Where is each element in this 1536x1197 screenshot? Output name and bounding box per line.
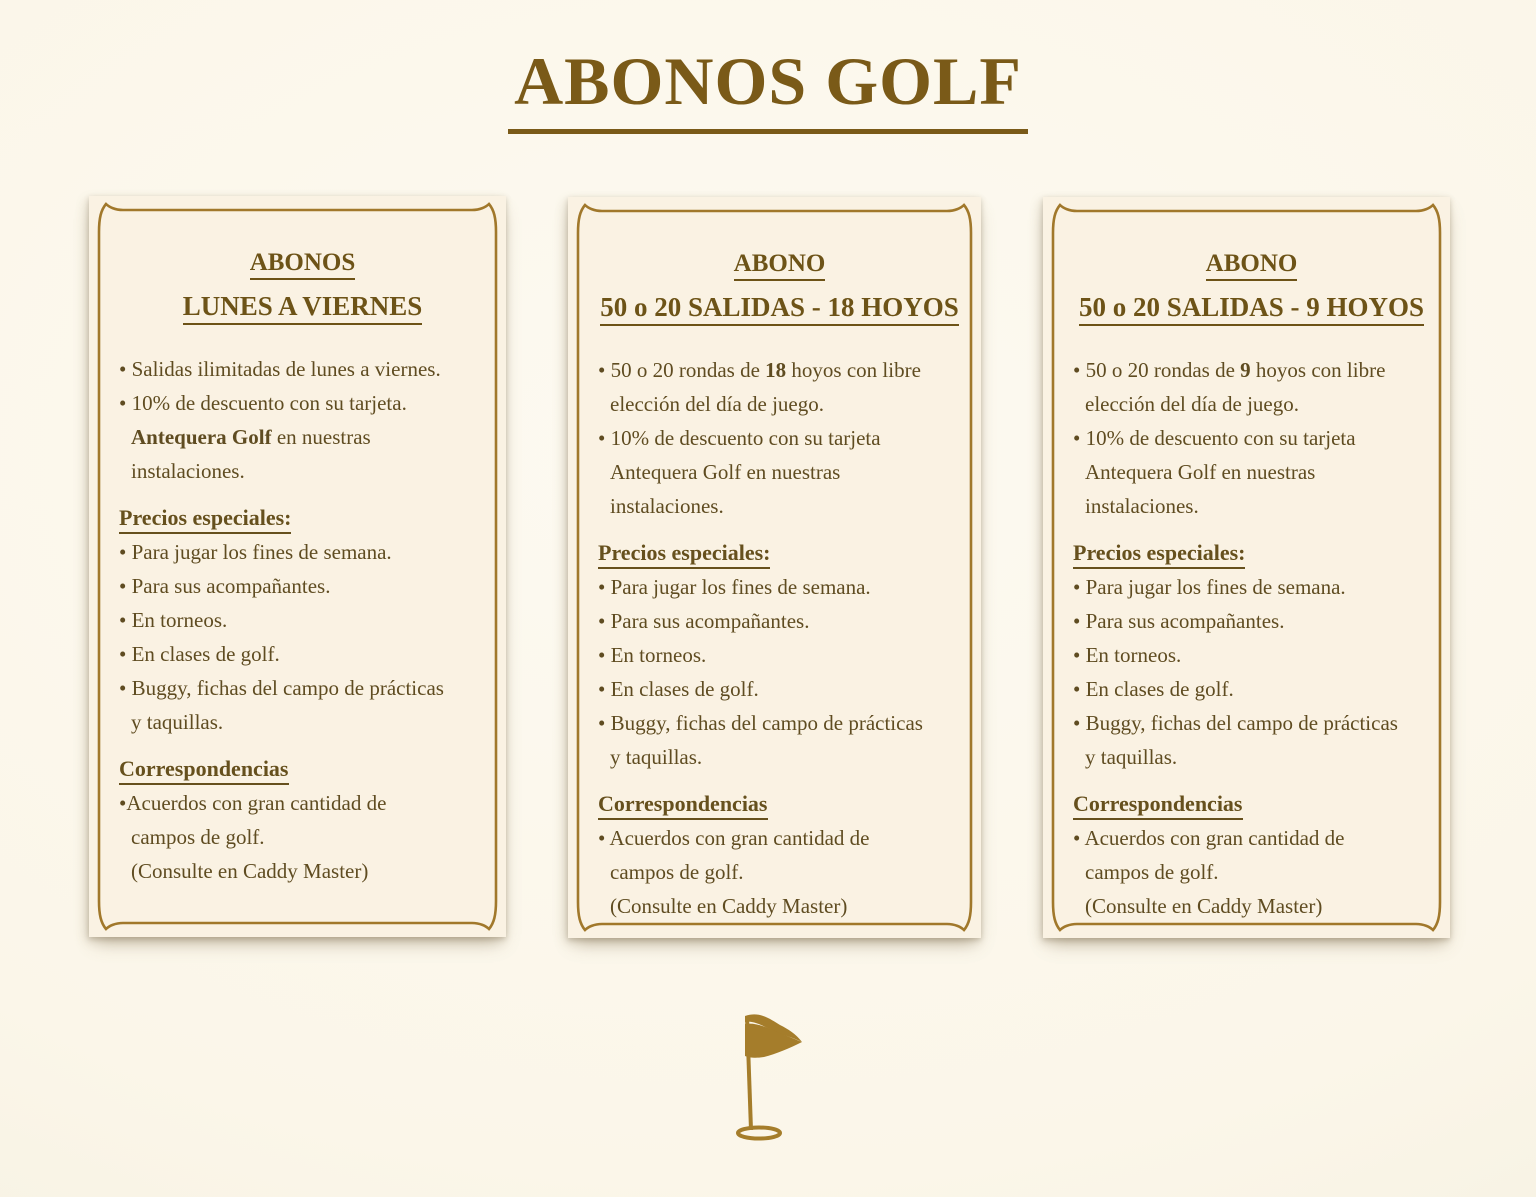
text-line: • Buggy, fichas del campo de prácticas xyxy=(119,676,444,700)
text-line: • Para jugar los fines de semana. xyxy=(598,575,871,599)
bold-text-segment: 9 xyxy=(1240,358,1251,382)
text-line: • En clases de golf. xyxy=(598,677,759,701)
section-precios-especiales xyxy=(1073,536,1430,774)
page-title-wrap xyxy=(0,43,1536,134)
text-line: Antequera Golf en nuestras xyxy=(1085,460,1316,484)
text-line xyxy=(119,420,486,454)
section-title-text: Precios especiales: xyxy=(1073,540,1245,569)
text-line: elección del día de juego. xyxy=(1085,392,1299,416)
section-intro xyxy=(119,352,486,488)
section-title xyxy=(598,787,961,821)
text-line: • 10% de descuento con su tarjeta xyxy=(1073,426,1356,450)
text-line: campos de golf. xyxy=(131,825,265,849)
text-line xyxy=(1073,353,1430,387)
section-title xyxy=(119,752,486,786)
card-heading-text: ABONO xyxy=(734,250,826,281)
card-heading-text: 50 o 20 SALIDAS - 9 HOYOS xyxy=(1079,292,1424,326)
section-title xyxy=(1073,787,1430,821)
text-line: • Acuerdos con gran cantidad de xyxy=(598,826,870,850)
section-title-text: Precios especiales: xyxy=(598,540,770,569)
card-heading-line-2 xyxy=(1073,291,1430,323)
golf-flag-icon xyxy=(720,1010,846,1146)
text-line: • Buggy, fichas del campo de prácticas xyxy=(598,711,923,735)
text-segment: hoyos con libre xyxy=(1250,358,1386,382)
text-line xyxy=(598,353,961,387)
text-line: instalaciones. xyxy=(1085,494,1199,518)
card-heading-line-1 xyxy=(598,249,961,279)
card-heading-line-1 xyxy=(1073,249,1430,279)
card-heading-text: LUNES A VIERNES xyxy=(183,291,423,325)
section-correspondencias xyxy=(119,752,486,888)
flag-hole-base xyxy=(738,1128,780,1139)
card-heading-line-2 xyxy=(119,290,486,322)
section-title-text: Correspondencias xyxy=(119,756,289,785)
text-line: Antequera Golf en nuestras xyxy=(610,460,841,484)
text-line: instalaciones. xyxy=(131,459,245,483)
section-title-text: Precios especiales: xyxy=(119,505,291,534)
card-content xyxy=(1043,197,1450,923)
card-content xyxy=(568,197,981,923)
bold-text-segment: Antequera Golf xyxy=(131,425,272,449)
text-line: • Para sus acompañantes. xyxy=(119,574,331,598)
text-line: • En clases de golf. xyxy=(1073,677,1234,701)
card-content xyxy=(89,196,506,888)
text-line: (Consulte en Caddy Master) xyxy=(1085,894,1323,918)
text-segment: en nuestras xyxy=(271,425,371,449)
text-line: • En torneos. xyxy=(1073,643,1182,667)
card-heading-text: 50 o 20 SALIDAS - 18 HOYOS xyxy=(600,292,959,326)
section-correspondencias xyxy=(1073,787,1430,923)
page-title: ABONOS GOLF xyxy=(508,46,1028,134)
section-precios-especiales xyxy=(598,536,961,774)
card-abono-50-o-20-salidas-9-hoyos xyxy=(1043,197,1450,938)
card-heading-text: ABONOS xyxy=(250,249,356,280)
text-line: elección del día de juego. xyxy=(610,392,824,416)
text-segment: hoyos con libre xyxy=(786,358,921,382)
text-line: campos de golf. xyxy=(610,860,744,884)
card-heading xyxy=(598,249,961,323)
section-intro xyxy=(1073,353,1430,523)
text-line: • Para sus acompañantes. xyxy=(598,609,810,633)
text-line: • En clases de golf. xyxy=(119,642,280,666)
card-heading xyxy=(1073,249,1430,323)
text-line: campos de golf. xyxy=(1085,860,1219,884)
section-correspondencias xyxy=(598,787,961,923)
section-title-text: Correspondencias xyxy=(1073,791,1243,820)
bold-text-segment: 18 xyxy=(765,358,787,382)
text-line: • Para jugar los fines de semana. xyxy=(1073,575,1346,599)
section-title xyxy=(598,536,961,570)
text-line: • 10% de descuento con su tarjeta. xyxy=(119,391,407,415)
text-line: • Acuerdos con gran cantidad de xyxy=(1073,826,1345,850)
section-title xyxy=(1073,536,1430,570)
text-line: instalaciones. xyxy=(610,494,724,518)
section-title-text: Correspondencias xyxy=(598,791,768,820)
text-segment: • 50 o 20 rondas de xyxy=(1073,358,1241,382)
text-line: • Salidas ilimitadas de lunes a viernes. xyxy=(119,357,441,381)
text-line: y taquillas. xyxy=(610,745,703,769)
text-line: • Para jugar los fines de semana. xyxy=(119,540,392,564)
section-intro xyxy=(598,353,961,523)
section-precios-especiales xyxy=(119,501,486,739)
card-heading-line-2 xyxy=(598,291,961,323)
card-abonos-lunes-a-viernes xyxy=(89,196,506,937)
text-line: • En torneos. xyxy=(598,643,707,667)
card-heading xyxy=(119,248,486,322)
text-line: •Acuerdos con gran cantidad de xyxy=(119,791,387,815)
text-line: • Para sus acompañantes. xyxy=(1073,609,1285,633)
card-abono-50-o-20-salidas-18-hoyos xyxy=(568,197,981,938)
text-segment: • 50 o 20 rondas de xyxy=(598,358,766,382)
text-line: • 10% de descuento con su tarjeta xyxy=(598,426,881,450)
text-line: • Buggy, fichas del campo de prácticas xyxy=(1073,711,1398,735)
text-line: • En torneos. xyxy=(119,608,228,632)
text-line: y taquillas. xyxy=(1085,745,1178,769)
text-line: y taquillas. xyxy=(131,710,224,734)
text-line: (Consulte en Caddy Master) xyxy=(131,859,369,883)
card-heading-line-1 xyxy=(119,248,486,278)
section-title xyxy=(119,501,486,535)
text-line: (Consulte en Caddy Master) xyxy=(610,894,848,918)
card-heading-text: ABONO xyxy=(1206,250,1298,281)
